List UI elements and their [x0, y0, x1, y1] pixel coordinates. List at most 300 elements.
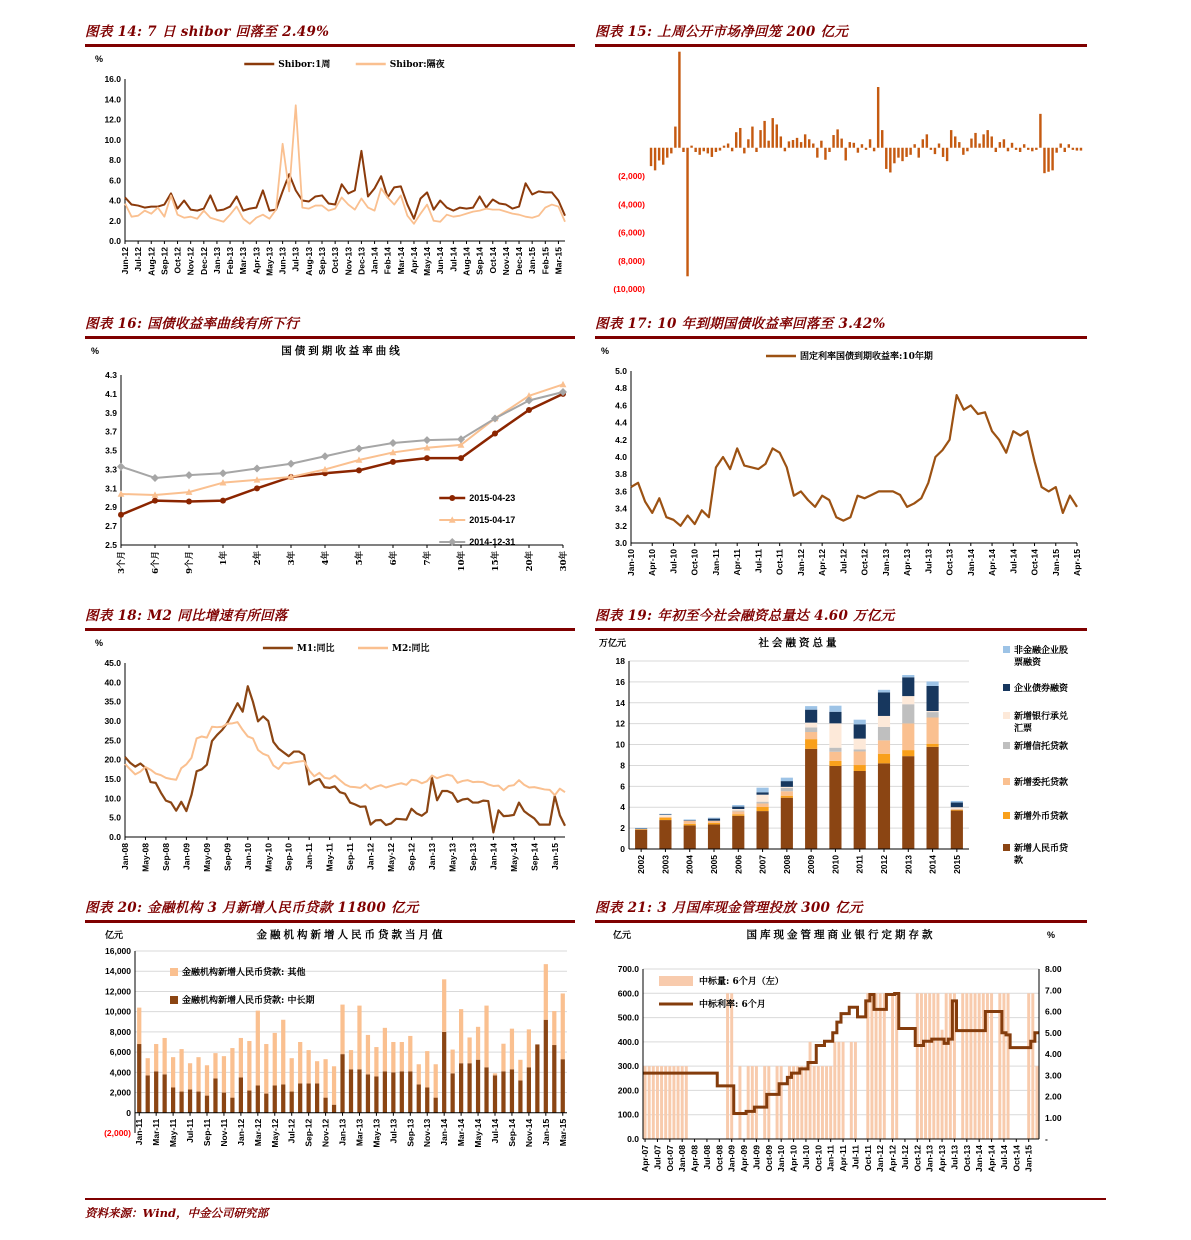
svg-text:Mar-13: Mar-13	[238, 247, 249, 275]
svg-text:Dec-12: Dec-12	[198, 247, 209, 275]
svg-text:Jan-13: Jan-13	[337, 1118, 348, 1146]
panel-fig19	[595, 604, 1087, 897]
svg-text:(2,000): (2,000)	[104, 1128, 131, 1138]
svg-text:新增信托贷款: 新增信托贷款	[1014, 742, 1069, 752]
svg-text:Oct-11: Oct-11	[774, 549, 785, 575]
svg-text:Apr-14: Apr-14	[987, 549, 998, 576]
svg-text:Jul-14: Jul-14	[490, 1118, 500, 1144]
svg-text:2008: 2008	[781, 855, 792, 874]
svg-text:Jul-12: Jul-12	[286, 1118, 297, 1144]
svg-text:Jul-14: Jul-14	[998, 1145, 1009, 1170]
svg-text:8.00: 8.00	[1045, 964, 1062, 974]
svg-text:Shibor:1周: Shibor:1周	[278, 60, 331, 70]
svg-text:2015-04-17: 2015-04-17	[469, 515, 516, 525]
svg-text:4: 4	[620, 802, 625, 813]
svg-text:3.7: 3.7	[105, 426, 117, 437]
svg-text:2010: 2010	[830, 855, 841, 874]
svg-text:Oct-12: Oct-12	[912, 1145, 923, 1172]
svg-text:亿元: 亿元	[105, 931, 124, 941]
panel-fig16	[85, 312, 575, 601]
figure-title: 图表 15: 上周公开市场净回笼 200 亿元	[595, 20, 1087, 47]
svg-text:3.0: 3.0	[615, 538, 627, 548]
svg-text:0: 0	[620, 844, 625, 854]
svg-text:Jul-13: Jul-13	[949, 1145, 960, 1170]
svg-text:Sep-13: Sep-13	[467, 843, 478, 871]
svg-text:Jun-13: Jun-13	[277, 247, 288, 275]
svg-text:4.6: 4.6	[615, 400, 627, 411]
svg-text:16: 16	[615, 676, 625, 687]
svg-text:Oct-12: Oct-12	[859, 549, 870, 576]
svg-text:4.00: 4.00	[1045, 1049, 1062, 1059]
svg-text:10年: 10年	[457, 551, 467, 572]
svg-text:Oct-13: Oct-13	[961, 1145, 972, 1172]
svg-text:Jan-11: Jan-11	[134, 1118, 145, 1146]
svg-text:Jul-13: Jul-13	[290, 247, 301, 272]
svg-text:2015-04-23: 2015-04-23	[469, 493, 516, 503]
svg-text:30.0: 30.0	[104, 716, 121, 726]
svg-text:Apr-13: Apr-13	[902, 549, 913, 576]
svg-text:Mar-14: Mar-14	[456, 1118, 467, 1147]
svg-text:万亿元: 万亿元	[599, 639, 627, 649]
figure-title: 图表 20: 金融机构 3 月新增人民币贷款 11800 亿元	[85, 896, 575, 923]
svg-text:Apr-11: Apr-11	[838, 1145, 849, 1172]
figure-title: 图表 19: 年初至今社会融资总量达 4.60 万亿元	[595, 604, 1087, 631]
svg-text:Jan-12: Jan-12	[235, 1118, 246, 1146]
svg-text:2005: 2005	[709, 855, 719, 874]
svg-text:Oct-10: Oct-10	[689, 549, 700, 576]
svg-text:0: 0	[126, 1107, 131, 1118]
svg-text:Apr-15: Apr-15	[1072, 549, 1082, 576]
svg-text:(6,000): (6,000)	[618, 227, 645, 238]
svg-text:(4,000): (4,000)	[618, 199, 645, 210]
svg-text:Jan-14: Jan-14	[974, 1145, 985, 1172]
svg-text:5.00: 5.00	[1045, 1027, 1062, 1038]
svg-text:Jan-14: Jan-14	[965, 549, 976, 576]
svg-text:亿元: 亿元	[613, 931, 632, 941]
svg-text:2011: 2011	[854, 855, 865, 874]
svg-text:May-11: May-11	[168, 1118, 179, 1148]
svg-text:Jan-11: Jan-11	[825, 1145, 836, 1172]
svg-text:20.0: 20.0	[104, 754, 121, 765]
svg-text:10.0: 10.0	[104, 134, 121, 145]
svg-text:2014: 2014	[927, 855, 938, 874]
svg-text:Sep-14: Sep-14	[474, 247, 485, 275]
svg-text:4.0: 4.0	[109, 195, 121, 206]
svg-text:Mar-15: Mar-15	[553, 247, 564, 275]
svg-text:Shibor:隔夜: Shibor:隔夜	[389, 60, 445, 70]
svg-text:Jan-11: Jan-11	[304, 843, 315, 870]
svg-text:%: %	[95, 638, 104, 648]
svg-text:3.8: 3.8	[615, 469, 627, 480]
svg-text:Oct-07: Oct-07	[664, 1145, 675, 1172]
svg-text:2015: 2015	[951, 855, 962, 874]
svg-text:Jul-08: Jul-08	[701, 1145, 712, 1170]
svg-text:6,000: 6,000	[109, 1047, 131, 1058]
svg-text:Mar-13: Mar-13	[354, 1118, 365, 1147]
svg-text:Jun-14: Jun-14	[435, 247, 446, 275]
svg-text:Jan-09: Jan-09	[181, 843, 192, 870]
svg-text:%: %	[95, 54, 104, 64]
svg-text:Jan-15: Jan-15	[549, 843, 560, 870]
svg-text:0.0: 0.0	[109, 236, 121, 246]
svg-text:May-10: May-10	[263, 843, 274, 872]
svg-text:Aug-14: Aug-14	[461, 247, 472, 276]
svg-text:2007: 2007	[757, 855, 768, 874]
svg-text:Jul-12: Jul-12	[133, 247, 144, 272]
svg-text:Apr-14: Apr-14	[408, 247, 419, 274]
svg-text:May-13: May-13	[447, 843, 458, 872]
svg-text:Sep-11: Sep-11	[345, 843, 356, 871]
svg-text:新增人民币贷款: 新增人民币贷款	[1014, 844, 1069, 866]
svg-text:Sep-12: Sep-12	[406, 843, 417, 871]
svg-text:金融机构新增人民币贷款: 其他: 金融机构新增人民币贷款: 其他	[182, 968, 306, 978]
svg-text:Nov-11: Nov-11	[218, 1118, 229, 1147]
svg-text:25.0: 25.0	[104, 735, 121, 746]
svg-text:Apr-12: Apr-12	[817, 549, 828, 576]
svg-text:3.00: 3.00	[1045, 1070, 1062, 1081]
svg-text:6.0: 6.0	[109, 175, 121, 186]
svg-text:0.0: 0.0	[627, 1134, 639, 1144]
svg-text:Jul-10: Jul-10	[668, 549, 679, 574]
svg-text:May-08: May-08	[140, 843, 151, 872]
svg-text:新增银行承兑汇票: 新增银行承兑汇票	[1014, 712, 1069, 734]
svg-text:金融机构新增人民币贷款: 中长期: 金融机构新增人民币贷款: 中长期	[182, 996, 315, 1006]
svg-text:%: %	[1047, 930, 1056, 940]
svg-text:Jan-15: Jan-15	[540, 1118, 551, 1146]
svg-text:Jan-14: Jan-14	[488, 843, 499, 870]
svg-text:30年: 30年	[559, 551, 569, 572]
svg-text:Apr-08: Apr-08	[689, 1145, 700, 1172]
svg-text:0.0: 0.0	[109, 832, 121, 842]
svg-text:(10,000): (10,000)	[613, 284, 645, 294]
svg-text:2002: 2002	[636, 855, 647, 874]
svg-text:8.0: 8.0	[109, 155, 121, 165]
svg-text:Jan-13: Jan-13	[880, 549, 891, 576]
svg-text:8,000: 8,000	[109, 1026, 131, 1037]
svg-text:Jul-13: Jul-13	[388, 1118, 399, 1144]
svg-text:Jul-11: Jul-11	[753, 549, 764, 574]
svg-text:固定利率国债到期收益率:10年期: 固定利率国债到期收益率:10年期	[799, 352, 933, 362]
svg-text:Apr-12: Apr-12	[887, 1145, 898, 1172]
svg-text:Aug-12: Aug-12	[146, 247, 157, 276]
svg-text:企业债券融资: 企业债券融资	[1014, 684, 1069, 694]
svg-text:Sep-12: Sep-12	[159, 247, 170, 275]
svg-text:May-11: May-11	[324, 843, 335, 872]
svg-text:May-12: May-12	[386, 843, 397, 872]
svg-text:%: %	[601, 346, 610, 356]
svg-text:Jul-07: Jul-07	[652, 1145, 663, 1170]
source-note: 资料来源：Wind，中金公司研究部	[85, 1198, 1106, 1221]
svg-text:Jan-10: Jan-10	[626, 549, 636, 576]
svg-text:Sep-11: Sep-11	[202, 1118, 212, 1147]
svg-text:4,000: 4,000	[109, 1067, 131, 1078]
svg-text:2013: 2013	[903, 855, 914, 874]
svg-text:Oct-08: Oct-08	[714, 1145, 725, 1172]
svg-text:2年: 2年	[253, 551, 263, 566]
svg-text:Apr-10: Apr-10	[647, 549, 658, 576]
panel-fig18	[85, 604, 575, 897]
figure-title: 图表 16: 国债收益率曲线有所下行	[85, 312, 575, 339]
svg-text:3.4: 3.4	[615, 503, 627, 514]
svg-text:7.00: 7.00	[1045, 985, 1062, 996]
svg-text:7年: 7年	[423, 551, 433, 566]
svg-text:100.0: 100.0	[617, 1109, 639, 1120]
svg-text:1年: 1年	[219, 551, 229, 566]
svg-text:Sep-09: Sep-09	[222, 843, 233, 871]
svg-text:Oct-14: Oct-14	[1029, 549, 1040, 576]
m1-m2-growth-chart	[85, 633, 575, 897]
svg-text:Oct-09: Oct-09	[763, 1145, 774, 1172]
svg-text:Jan-09: Jan-09	[726, 1145, 737, 1172]
svg-text:Apr-13: Apr-13	[251, 247, 262, 274]
svg-text:14.0: 14.0	[104, 94, 121, 105]
figure-title: 图表 14: 7 日 shibor 回落至 2.49%	[85, 20, 575, 47]
svg-text:Jul-11: Jul-11	[185, 1118, 196, 1143]
svg-text:Feb-13: Feb-13	[225, 247, 236, 275]
svg-text:3.9: 3.9	[105, 407, 117, 418]
svg-text:8: 8	[620, 760, 625, 771]
svg-text:Sep-14: Sep-14	[506, 1118, 517, 1147]
svg-text:12: 12	[615, 718, 625, 729]
svg-text:4年: 4年	[321, 551, 331, 566]
svg-text:Jan-14: Jan-14	[369, 247, 380, 274]
total-social-financing-chart	[595, 633, 1087, 897]
svg-text:Jul-11: Jul-11	[850, 1145, 861, 1170]
svg-text:Apr-10: Apr-10	[788, 1145, 799, 1172]
svg-text:Sep-10: Sep-10	[283, 843, 294, 871]
svg-text:3年: 3年	[287, 551, 297, 566]
svg-text:Mar-14: Mar-14	[395, 247, 406, 275]
svg-text:新增委托贷款: 新增委托贷款	[1014, 778, 1069, 788]
svg-text:2003: 2003	[660, 855, 671, 874]
svg-text:May-13: May-13	[371, 1118, 382, 1148]
svg-text:3.6: 3.6	[615, 486, 627, 497]
svg-text:10,000: 10,000	[105, 1006, 131, 1017]
svg-text:Nov-14: Nov-14	[523, 1118, 534, 1148]
svg-text:2.7: 2.7	[105, 521, 117, 532]
svg-text:Jan-10: Jan-10	[242, 843, 253, 870]
svg-text:May-14: May-14	[508, 843, 519, 872]
svg-text:Oct-11: Oct-11	[862, 1145, 873, 1171]
svg-text:Jan-12: Jan-12	[365, 843, 376, 870]
svg-text:15.0: 15.0	[104, 774, 121, 784]
svg-text:Apr-07: Apr-07	[640, 1145, 651, 1172]
panel-fig21	[595, 896, 1087, 1197]
svg-text:May-13: May-13	[264, 247, 275, 276]
svg-text:6: 6	[620, 781, 625, 792]
svg-text:400.0: 400.0	[617, 1036, 639, 1047]
svg-text:Jan-08: Jan-08	[677, 1145, 688, 1172]
svg-text:(8,000): (8,000)	[618, 255, 645, 266]
svg-text:12.0: 12.0	[104, 114, 121, 125]
svg-text:(2,000): (2,000)	[618, 171, 645, 181]
svg-text:2009: 2009	[806, 855, 817, 874]
svg-text:中标利率: 6个月: 中标利率: 6个月	[699, 1000, 766, 1010]
new-rmb-loans-chart	[85, 925, 575, 1197]
svg-text:Nov-12: Nov-12	[185, 247, 196, 276]
svg-text:Apr-14: Apr-14	[986, 1145, 997, 1172]
panel-fig14	[85, 20, 575, 305]
svg-text:Apr-11: Apr-11	[732, 549, 743, 576]
svg-text:Jan-13: Jan-13	[924, 1145, 935, 1172]
svg-text:5年: 5年	[355, 551, 365, 566]
svg-text:4.2: 4.2	[615, 434, 627, 445]
svg-text:14: 14	[615, 697, 625, 708]
figure-title: 图表 18: M2 同比增速有所回落	[85, 604, 575, 631]
svg-text:Mar-15: Mar-15	[557, 1118, 568, 1147]
svg-text:Dec-13: Dec-13	[356, 247, 367, 275]
svg-text:国库现金管理商业银行定期存款: 国库现金管理商业银行定期存款	[746, 929, 936, 941]
svg-text:-: -	[1045, 1134, 1048, 1144]
svg-text:Oct-13: Oct-13	[330, 246, 341, 274]
svg-text:Jan-11: Jan-11	[710, 549, 721, 576]
svg-text:18: 18	[615, 656, 625, 666]
svg-text:6年: 6年	[389, 551, 399, 566]
svg-text:16.0: 16.0	[104, 74, 121, 84]
svg-text:2004: 2004	[684, 855, 695, 874]
svg-text:Jul-14: Jul-14	[448, 247, 459, 272]
svg-text:3.3: 3.3	[105, 464, 117, 475]
svg-text:2014-12-31: 2014-12-31	[469, 537, 516, 547]
svg-text:4.1: 4.1	[105, 388, 117, 399]
svg-text:Sep-08: Sep-08	[160, 843, 171, 871]
svg-text:Sep-13: Sep-13	[317, 247, 328, 275]
svg-text:6.00: 6.00	[1045, 1006, 1062, 1017]
svg-text:600.0: 600.0	[617, 988, 639, 999]
svg-text:Apr-13: Apr-13	[937, 1145, 948, 1172]
svg-text:%: %	[91, 346, 100, 356]
svg-text:10: 10	[615, 739, 625, 750]
svg-text:Jan-14: Jan-14	[439, 1118, 450, 1146]
svg-text:Dec-14: Dec-14	[514, 247, 525, 275]
svg-text:5.0: 5.0	[109, 812, 121, 823]
svg-text:500.0: 500.0	[617, 1012, 639, 1023]
svg-text:新增外币贷款: 新增外币贷款	[1014, 812, 1069, 822]
figure-title: 图表 21: 3 月国库现金管理投放 300 亿元	[595, 896, 1087, 923]
svg-text:Jun-12: Jun-12	[120, 247, 130, 275]
svg-text:6个月: 6个月	[151, 551, 161, 574]
svg-text:20年: 20年	[525, 551, 535, 572]
svg-text:40.0: 40.0	[104, 677, 121, 688]
panel-fig15	[595, 20, 1087, 305]
svg-text:4.0: 4.0	[615, 452, 627, 462]
svg-text:2,000: 2,000	[109, 1087, 131, 1098]
svg-text:16,000: 16,000	[105, 946, 131, 956]
svg-text:非金融企业股票融资: 非金融企业股票融资	[1014, 646, 1069, 668]
svg-text:3.5: 3.5	[105, 445, 117, 456]
svg-text:Nov-13: Nov-13	[422, 1118, 433, 1148]
svg-text:May-09: May-09	[201, 843, 212, 872]
svg-text:300.0: 300.0	[617, 1061, 639, 1072]
svg-text:Jan-10: Jan-10	[776, 1145, 787, 1172]
svg-text:2006: 2006	[733, 855, 744, 874]
svg-text:Mar-11: Mar-11	[151, 1118, 162, 1146]
svg-text:Feb-15: Feb-15	[540, 247, 551, 275]
svg-text:Apr-09: Apr-09	[739, 1145, 750, 1172]
svg-text:4.3: 4.3	[105, 370, 117, 380]
open-market-operations-chart	[595, 49, 1087, 305]
svg-text:Oct-13: Oct-13	[944, 549, 955, 576]
svg-text:4.4: 4.4	[615, 417, 627, 428]
svg-text:Oct-12: Oct-12	[172, 247, 183, 274]
treasury-10y-yield-chart	[595, 341, 1087, 601]
svg-text:Aug-13: Aug-13	[303, 247, 314, 276]
svg-text:Jan-12: Jan-12	[875, 1145, 886, 1172]
svg-text:2: 2	[620, 823, 625, 834]
svg-text:14,000: 14,000	[105, 966, 131, 977]
svg-text:Jan-15: Jan-15	[527, 247, 538, 274]
svg-text:2.00: 2.00	[1045, 1091, 1062, 1102]
svg-text:2.5: 2.5	[105, 540, 117, 550]
svg-text:Jul-14: Jul-14	[1008, 549, 1019, 574]
svg-text:45.0: 45.0	[104, 658, 121, 668]
svg-text:Oct-10: Oct-10	[813, 1145, 824, 1172]
shibor-chart	[85, 49, 575, 305]
svg-text:Nov-14: Nov-14	[500, 247, 511, 276]
figure-title: 图表 17: 10 年到期国债收益率回落至 3.42%	[595, 312, 1087, 339]
svg-text:35.0: 35.0	[104, 696, 121, 707]
svg-text:Jul-10: Jul-10	[800, 1145, 811, 1170]
svg-text:Sep-12: Sep-12	[303, 1118, 314, 1147]
svg-text:Sep-14: Sep-14	[529, 843, 540, 871]
panel-fig20	[85, 896, 575, 1197]
svg-text:Feb-14: Feb-14	[382, 247, 393, 275]
svg-text:15年: 15年	[491, 551, 501, 572]
svg-text:Mar-12: Mar-12	[252, 1118, 263, 1147]
svg-text:M2:同比: M2:同比	[392, 644, 430, 654]
svg-text:2.9: 2.9	[105, 502, 117, 513]
treasury-cash-deposit-chart	[595, 925, 1087, 1197]
svg-text:3.2: 3.2	[615, 520, 627, 531]
svg-text:社会融资总量: 社会融资总量	[758, 637, 840, 649]
svg-text:2012: 2012	[879, 855, 889, 874]
svg-text:200.0: 200.0	[617, 1085, 639, 1096]
svg-text:国债到期收益率曲线: 国债到期收益率曲线	[281, 345, 403, 357]
svg-text:3.1: 3.1	[105, 483, 117, 494]
svg-text:Jan-13: Jan-13	[426, 843, 437, 870]
svg-text:Jan-15: Jan-15	[1050, 549, 1061, 576]
svg-text:4.8: 4.8	[615, 383, 627, 394]
svg-text:Jul-12: Jul-12	[899, 1145, 910, 1170]
svg-text:中标量: 6个月（左）: 中标量: 6个月（左）	[699, 977, 784, 987]
svg-text:700.0: 700.0	[617, 964, 639, 974]
svg-text:Nov-13: Nov-13	[343, 247, 354, 276]
svg-text:10.0: 10.0	[104, 793, 121, 804]
svg-text:金融机构新增人民币贷款当月值: 金融机构新增人民币贷款当月值	[256, 929, 446, 941]
svg-text:Jul-09: Jul-09	[751, 1145, 762, 1170]
svg-text:M1:同比: M1:同比	[296, 644, 335, 654]
svg-text:Jan-13: Jan-13	[211, 247, 222, 274]
svg-text:May-12: May-12	[269, 1118, 280, 1148]
treasury-yield-curve-chart	[85, 341, 575, 601]
svg-text:Nov-12: Nov-12	[320, 1118, 331, 1148]
svg-text:May-14: May-14	[473, 1118, 484, 1148]
svg-text:Jul-13: Jul-13	[923, 549, 934, 574]
svg-text:Sep-13: Sep-13	[405, 1118, 416, 1147]
svg-text:Jan-08: Jan-08	[120, 843, 130, 870]
svg-text:Oct-14: Oct-14	[487, 247, 498, 274]
svg-text:5.0: 5.0	[615, 366, 627, 376]
svg-text:3个月: 3个月	[117, 551, 127, 574]
svg-text:2.0: 2.0	[109, 215, 121, 226]
svg-text:9个月: 9个月	[185, 551, 195, 574]
svg-text:1.00: 1.00	[1045, 1112, 1062, 1123]
svg-text:Oct-14: Oct-14	[1011, 1145, 1022, 1172]
panel-fig17	[595, 312, 1087, 601]
svg-text:12,000: 12,000	[105, 986, 131, 997]
svg-text:Jan-15: Jan-15	[1023, 1145, 1034, 1172]
svg-text:May-14: May-14	[422, 247, 433, 276]
